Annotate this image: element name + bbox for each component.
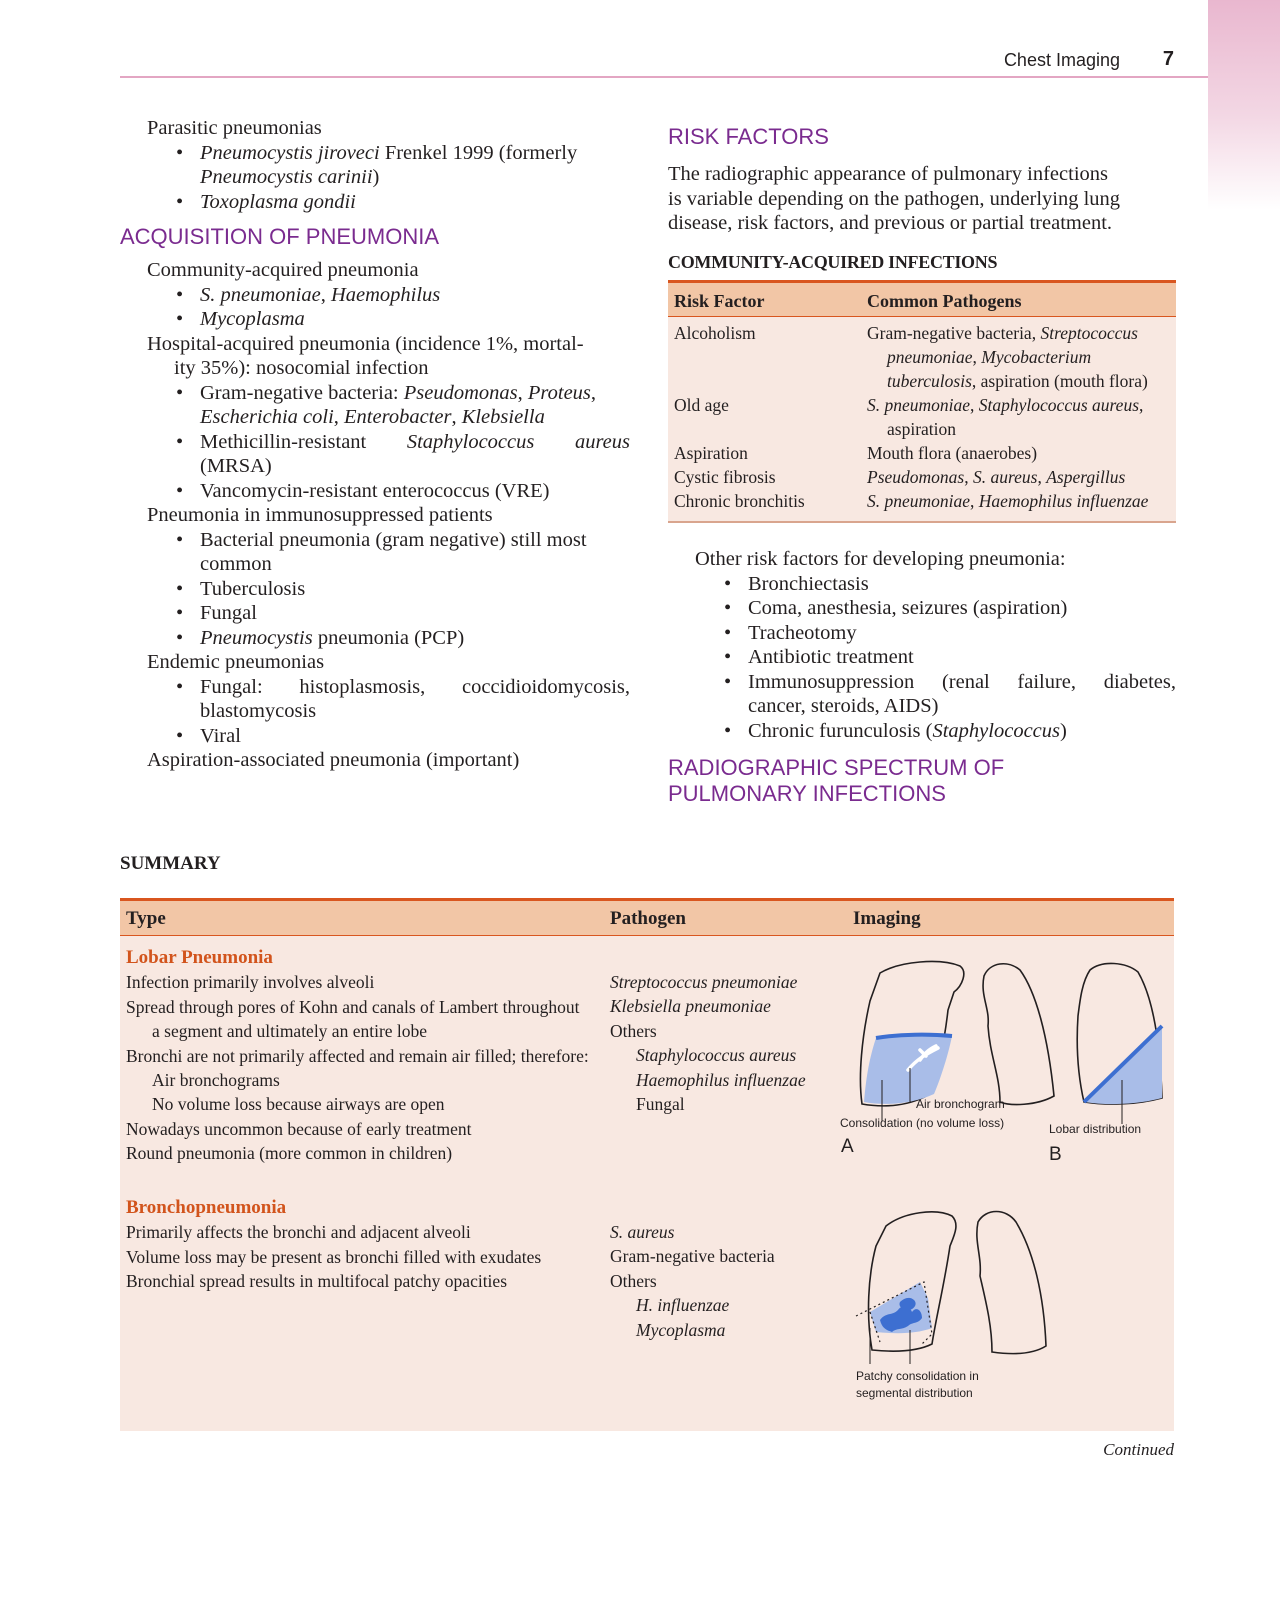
summary-title: SUMMARY	[120, 853, 221, 874]
pathogen-item: S. aureus	[610, 1222, 675, 1242]
community-item-2: • Mycoplasma	[120, 307, 630, 332]
pathogen-item: Others	[610, 1270, 657, 1291]
immuno-item-1: • Bacterial pneumonia (gram negative) still most	[120, 528, 630, 553]
pathogen-item: Mycoplasma	[636, 1319, 726, 1340]
immuno-label: Pneumonia in immunosuppressed patients	[147, 504, 493, 526]
hospital-item-mrsa: • Methicillin-resistant Staphylococcus aureus	[120, 430, 630, 455]
acquisition-heading: ACQUISITION OF PNEUMONIA	[120, 224, 440, 249]
hospital-item-gram: • Gram-negative bacteria: Pseudomonas, Proteus,	[120, 381, 630, 406]
risk-cell: Old age	[674, 395, 729, 415]
immuno-item-2: • Tuberculosis	[120, 577, 630, 602]
lobar-distribution-label: Lobar distribution	[1049, 1122, 1142, 1136]
hospital-item-gram-cont: Escherichia coli, Enterobacter, Klebsiella	[200, 406, 545, 428]
intro-line-2: is variable depending on the pathogen, underlying lung	[668, 187, 1121, 210]
pathogen-item: Others	[610, 1020, 657, 1041]
lobar-line: Nowadays uncommon because of early treatment	[126, 1118, 472, 1139]
pathogen-item: H. influenzae	[636, 1295, 730, 1316]
community-item-1: • S. pneumoniae, Haemophilus	[120, 283, 630, 308]
parasitic-item-2: • Toxoplasma gondii	[120, 190, 630, 215]
lobar-line: Spread through pores of Kohn and canals of Lambert throughout	[126, 996, 580, 1017]
pathogen-item: Klebsiella pneumoniae	[610, 996, 771, 1017]
lobar-pneumonia-figure	[840, 956, 1170, 1181]
spectrum-heading	[668, 755, 1176, 807]
other-risk-label: Other risk factors for developing pneumonia:	[695, 548, 1066, 570]
community-table-body	[668, 317, 1176, 523]
community-label: Community-acquired pneumonia	[147, 259, 419, 281]
lobar-line: No volume loss because airways are open	[152, 1094, 445, 1115]
intro-line-1: The radiographic appearance of pulmonary infections	[668, 163, 1108, 185]
lobar-line: Air bronchograms	[152, 1070, 280, 1091]
patchy-label-line-1: Patchy consolidation in	[856, 1369, 979, 1383]
header-rule	[120, 76, 1208, 78]
immuno-item-1-cont: common	[200, 553, 272, 575]
immuno-item-4: • Pneumocystis pneumonia (PCP)	[120, 626, 630, 651]
lobar-type-cell	[126, 946, 606, 1166]
lobar-line: a segment and ultimately an entire lobe	[152, 1021, 428, 1042]
endemic-item-2: • Viral	[120, 724, 630, 749]
pathogen-cell: S. pneumoniae, Haemophilus influenzae	[867, 491, 1149, 511]
other-risk-item-2: • Coma, anesthesia, seizures (aspiration)	[668, 596, 1176, 621]
pathogen-cell: Pseudomonas, S. aureus, Aspergillus	[867, 467, 1126, 487]
summary-table	[120, 898, 1174, 1431]
endemic-item-1-cont: blastomycosis	[200, 700, 317, 722]
page-number: 7	[1162, 48, 1174, 70]
parasitic-label: Parasitic pneumonias	[147, 117, 322, 139]
community-table	[668, 280, 1176, 523]
lung-left-outline	[977, 1212, 1046, 1354]
spectrum-heading-line-2: PULMONARY INFECTIONS	[668, 781, 946, 806]
endemic-label: Endemic pneumonias	[147, 651, 325, 673]
spectrum-heading-line-1: RADIOGRAPHIC SPECTRUM OF	[668, 755, 1005, 780]
right-column	[668, 116, 1176, 815]
pathogen-item: Haemophilus influenzae	[636, 1069, 806, 1090]
hospital-label: Hospital-acquired pneumonia (incidence 1%, mortal-	[147, 332, 584, 355]
risk-factors-heading: RISK FACTORS	[668, 124, 829, 149]
hospital-label-cont: ity 35%): nosocomial infection	[174, 357, 429, 379]
header-imaging: Imaging	[853, 908, 921, 929]
pathogen-item: Gram-negative bacteria	[610, 1246, 775, 1267]
pathogen-item: Streptococcus pneumoniae	[610, 972, 798, 992]
pathogen-cell: S. pneumoniae, Staphylococcus aureus, aspiration	[867, 395, 1144, 439]
page-corner-tab	[1208, 0, 1280, 210]
consolidation-label: Consolidation (no volume loss)	[840, 1116, 1005, 1130]
bronchopneumonia-figure	[840, 1206, 1170, 1431]
pathogen-item: Staphylococcus aureus	[636, 1045, 797, 1066]
hospital-item-mrsa-cont: (MRSA)	[200, 455, 272, 477]
pathogen-item: Fungal	[636, 1094, 685, 1115]
other-risk-item-5-cont: cancer, steroids, AIDS)	[748, 695, 939, 717]
left-column	[120, 116, 630, 773]
intro-line-3: disease, risk factors, and previous or partial treatment.	[668, 212, 1113, 234]
other-risk-item-5: • Immunosuppression (renal failure, diabetes,	[668, 670, 1176, 695]
other-risk-item-6: • Chronic furunculosis (Staphylococcus)	[668, 719, 1176, 744]
header-pathogen: Pathogen	[610, 908, 686, 929]
running-header	[120, 46, 1208, 80]
aspiration-label: Aspiration-associated pneumonia (important)	[147, 749, 520, 771]
lobar-line: Infection primarily involves alveoli	[126, 972, 375, 993]
community-table-header	[668, 283, 1176, 317]
lobar-line: Round pneumonia (more common in children)	[126, 1143, 453, 1164]
immuno-item-3: • Fungal	[120, 601, 630, 626]
community-table-title: COMMUNITY-ACQUIRED INFECTIONS	[668, 251, 998, 272]
continued-note: Continued	[1103, 1440, 1174, 1459]
header-common-pathogens: Common Pathogens	[867, 291, 1022, 311]
risk-cell: Alcoholism	[674, 323, 756, 343]
summary-table-header	[120, 901, 1174, 936]
other-risk-item-4: • Antibiotic treatment	[668, 645, 1176, 670]
figure-letter-a: A	[841, 1136, 854, 1157]
broncho-heading: Bronchopneumonia	[126, 1197, 287, 1218]
risk-cell: Chronic bronchitis	[674, 491, 805, 511]
broncho-type-cell	[126, 1196, 606, 1294]
header-type: Type	[126, 908, 166, 929]
lobar-pathogen-cell	[610, 970, 850, 1116]
pathogen-cell: Gram-negative bacteria, Streptococcus pneumoniae, Mycobacterium tuberculosis, aspiration (mouth flora)	[867, 323, 1148, 391]
broncho-line: Volume loss may be present as bronchi filled with exudates	[126, 1246, 542, 1267]
parasitic-item-1-cont: Pneumocystis carinii)	[200, 166, 380, 188]
broncho-line: Primarily affects the bronchi and adjacent alveoli	[126, 1222, 471, 1243]
figure-letter-b: B	[1049, 1144, 1062, 1165]
running-title: Chest Imaging	[1003, 50, 1120, 70]
hospital-item-vre: • Vancomycin-resistant enterococcus (VRE)	[120, 479, 630, 504]
air-bronchogram-label: Air bronchogram	[916, 1097, 1005, 1111]
lobar-heading: Lobar Pneumonia	[126, 947, 273, 968]
patchy-label-line-2: segmental distribution	[856, 1386, 973, 1400]
lung-a-left-outline	[983, 964, 1054, 1105]
broncho-line: Bronchial spread results in multifocal patchy opacities	[126, 1271, 508, 1292]
endemic-item-1: • Fungal: histoplasmosis, coccidioidomycosis,	[120, 675, 630, 700]
parasitic-item-1: • Pneumocystis jiroveci Frenkel 1999 (formerly	[120, 141, 630, 166]
header-risk-factor: Risk Factor	[674, 291, 765, 311]
pathogen-cell: Mouth flora (anaerobes)	[867, 443, 1038, 463]
lobar-line: Bronchi are not primarily affected and remain air filled; therefore:	[126, 1045, 589, 1066]
other-risk-item-3: • Tracheotomy	[668, 621, 1176, 646]
risk-cell: Aspiration	[674, 443, 748, 463]
risk-cell: Cystic fibrosis	[674, 467, 776, 487]
other-risk-item-1: • Bronchiectasis	[668, 572, 1176, 597]
broncho-pathogen-cell	[610, 1220, 850, 1342]
